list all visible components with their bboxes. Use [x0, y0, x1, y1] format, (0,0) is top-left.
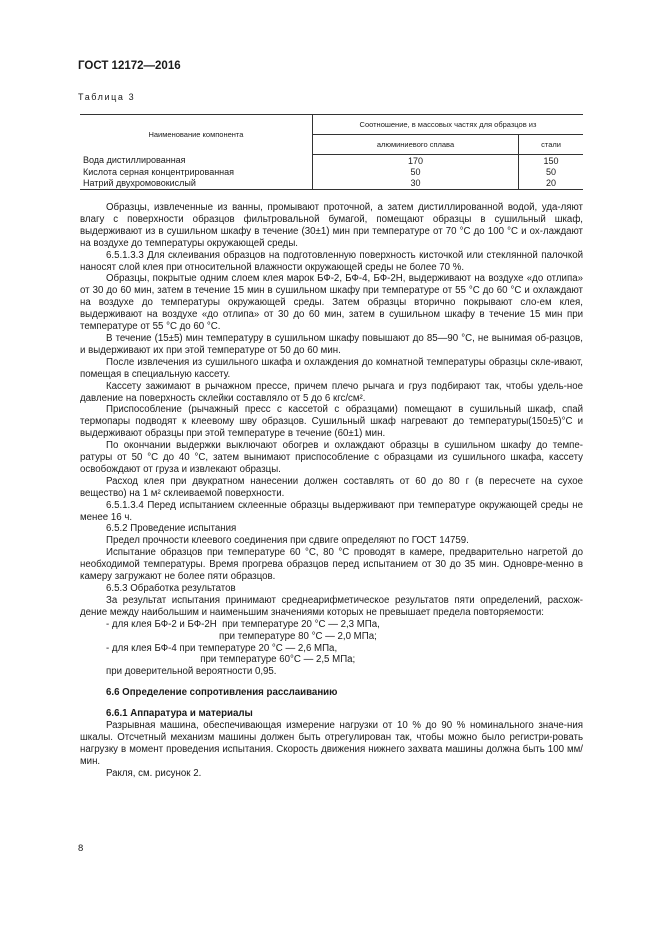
paragraph: Предел прочности клеевого соединения при сдвиге определяют по ГОСТ 14759.: [106, 535, 469, 547]
row-value-steel: 50: [546, 166, 557, 177]
row-value-aluminium: 50: [312, 166, 518, 178]
list-item: при температуре 60°С — 2,5 МПа;: [106, 654, 356, 666]
body-text: [80, 202, 583, 780]
row-name: Вода дистиллированная: [80, 155, 312, 167]
paragraph: 6.5.1.3.4 Перед испытанием склеенные образцы выдерживают при температуре окружающей среды не менее 16 ч.: [80, 499, 583, 523]
list-item: - для клея БФ-2 и БФ-2Н при температуре 20 °С — 2,3 МПа,: [106, 618, 380, 630]
table-row: [80, 178, 583, 190]
table-caption: Таблица 3: [78, 92, 136, 102]
row-name: Кислота серная концентрированная: [80, 166, 312, 178]
column-header-steel: стали: [519, 135, 583, 155]
table-row: [80, 166, 583, 178]
row-value-aluminium: 30: [312, 178, 518, 190]
paragraph: при доверительной вероятности 0,95.: [106, 666, 277, 678]
section-heading: 6.5.2 Проведение испытания: [106, 523, 237, 535]
row-value-steel: 150: [543, 155, 559, 166]
column-header-aluminium: алюминиевого сплава: [312, 135, 518, 155]
paragraph: 6.5.1.3.3 Для склеивания образцов на подготовленную поверхность кисточкой или стеклянной палочкой наносят слой клея при относительной влажности окружающей среды не более 70 %.: [80, 249, 583, 273]
row-name: Натрий двухромовокислый: [80, 178, 312, 190]
list-item: - для клея БФ-4 при температуре 20 °С — 2,6 МПа,: [106, 642, 338, 654]
paragraph: Приспособление (рычажный пресс с кассетой с образцами) помещают в сушильный шкаф, спай термопары подводят к клеевому шву образцов. Сушильный шкаф нагревают до температуры(150±5)°С и выдерживают образцы при этой температуре в течение (60±1) мин.: [80, 404, 583, 440]
composition-table: [80, 114, 583, 190]
list-item: при температуре 80 °С — 2,0 МПа;: [106, 630, 377, 642]
paragraph: Расход клея при двукратном нанесении должен составлять от 60 до 80 г (в пересчете на сухое вещество) на 1 м² склеиваемой поверхности.: [80, 475, 583, 499]
row-value-aluminium: 170: [312, 155, 518, 167]
paragraph: По окончании выдержки выключают обогрев и охлаждают образцы в сушильном шкафу до темпе-ратуры от 50 °С до 40 °С, затем вынимают приспособление с образцами из сушильного шкафа, кассету освобождают от груза и извлекают образцы.: [80, 440, 583, 475]
table-row: [80, 155, 583, 167]
section-heading-bold: 6.6 Определение сопротивления расслаиванию: [106, 687, 338, 699]
section-heading: 6.5.3 Обработка результатов: [106, 583, 236, 594]
column-header-name: Наименование компонента: [80, 115, 312, 155]
standard-header: ГОСТ 12172—2016: [78, 60, 181, 72]
paragraph: За результат испытания принимают среднеарифметическое результатов пяти определений, расхож-дение между наибольшим и наименьшим значениями которых не превышает предела повторяемости:: [80, 594, 583, 618]
paragraph: Ракля, см. рисунок 2.: [106, 767, 202, 779]
paragraph: Разрывная машина, обеспечивающая измерение нагрузки от 10 % до 90 % номинального значе-ния шкалы. Отсчетный механизм машины должен быть отрегулирован так, чтобы можно было регистри-ровать нагрузку в момент проведения испытания. Скорость движения нижнего захвата машины должна быть 100 мм/мин.: [80, 720, 583, 767]
subsection-heading-bold: 6.6.1 Аппаратура и материалы: [106, 708, 253, 720]
paragraph: Образцы, покрытые одним слоем клея марок БФ-2, БФ-4, БФ-2Н, выдерживают на воздухе «до отлипа» от 30 до 60 мин, затем в течение 15 мин в сушильном шкафу при температуре от 55 °С до 60 °С и охлаждают на воздухе до температуры окружающей среды. Затем образцы вторично покрывают сло-ем клея, выдерживают на воздухе «до отлипа» от 30 до 60 мин, затем в сушильном шкафу в течение 15 мин при температуре от 55 °С до 60 °С.: [80, 273, 583, 333]
paragraph: Испытание образцов при температуре 60 °С, 80 °С проводят в камере, предварительно нагретой до необходимой температуры. Время прогрева образцов перед испытанием от 30 до 35 мин. Одновре-менно в камеру загружают не более пяти образцов.: [80, 547, 583, 583]
paragraph: После извлечения из сушильного шкафа и охлаждения до комнатной температуры образцы скле-ивают, помещая в специальную кассету.: [80, 356, 583, 380]
row-value-steel: 20: [519, 178, 583, 190]
paragraph: Кассету зажимают в рычажном прессе, причем плечо рычага и груз подбирают так, чтобы удель-ное давление на поверхность склейки составляло от 5 до 6 кгс/см².: [80, 380, 583, 404]
paragraph: Образцы, извлеченные из ванны, промывают проточной, а затем дистиллированной водой, уда-ляют влагу с поверхности образцов фильтровальной бумагой, помещают образцы в сушильный шкаф, выдерживают из в сушильном шкафу в течение (30±1) мин при температуре от 70 °С до 100 °С и ох-лаждают на воздухе до температуры окружающей среды.: [80, 202, 583, 249]
page-number: 8: [78, 843, 84, 854]
paragraph: В течение (15±5) мин температуру в сушильном шкафу повышают до 85—90 °С, не вынимая об-разцов, и выдерживают их при этой температуре от 50 до 60 мин.: [80, 332, 583, 356]
column-header-ratio: Соотношение, в массовых частях для образцов из: [312, 115, 583, 135]
